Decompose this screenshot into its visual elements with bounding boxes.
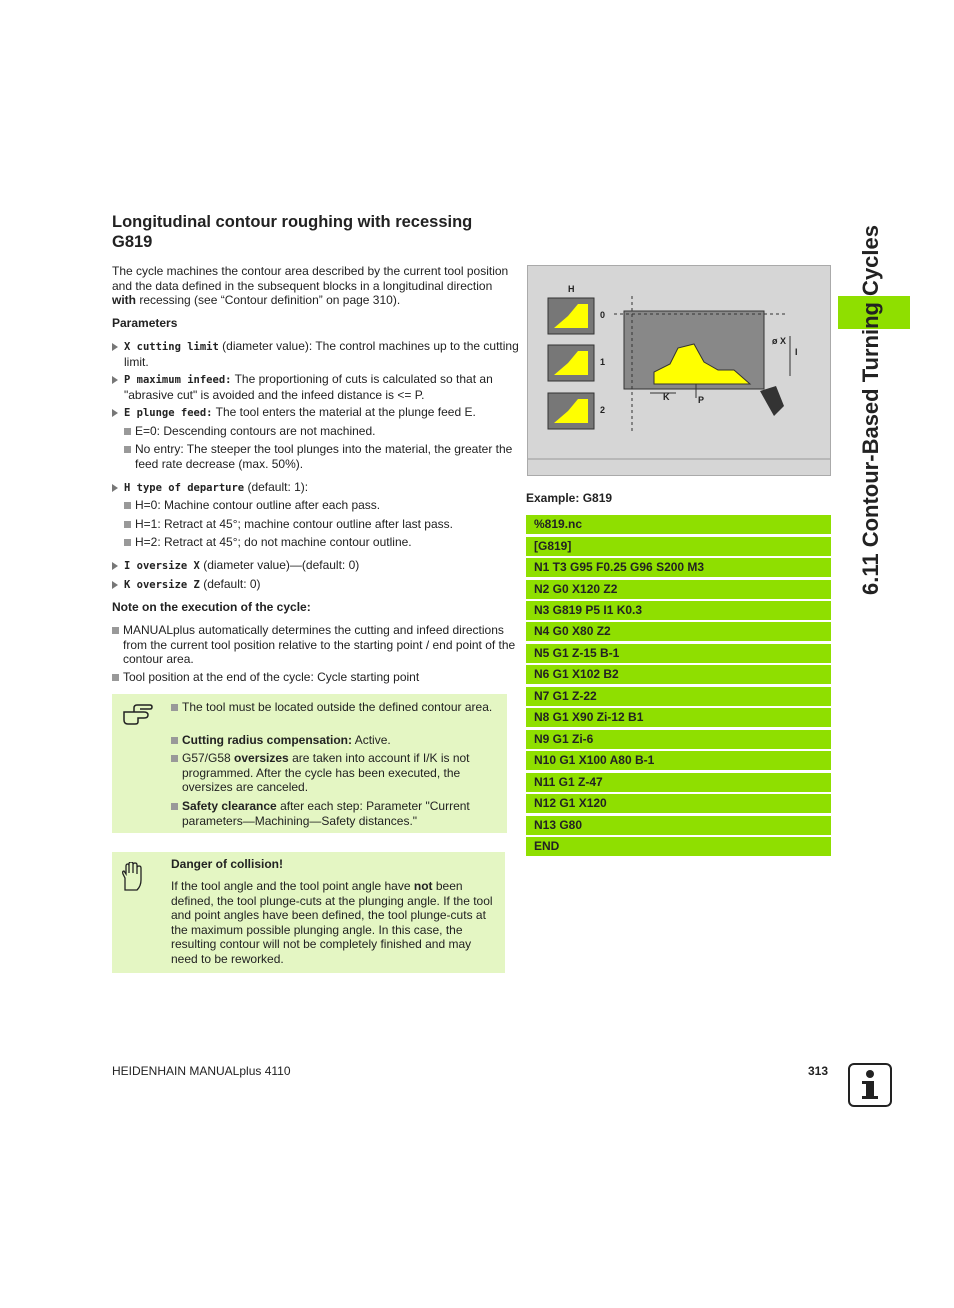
hint-box [112,694,507,833]
bullet-square-icon [171,755,178,762]
param-p: P maximum infeed: The proportioning of cuts is calculated so that an "abrasive cut" is avoided and the infeed distance is <= P. [112,372,524,402]
chapter-title: 6.11 Contour-Based Turning Cycles [858,224,883,595]
code-line: N1 T3 G95 F0.25 G96 S200 M3 [526,558,831,577]
stop-hand-icon [120,862,142,892]
hint-item-0: The tool must be located outside the defined contour area. [171,700,512,715]
code-line: N9 G1 Zi-6 [526,730,831,749]
h-option-1: H=1: Retract at 45°; machine contour outline after last pass. [124,517,525,532]
danger-box [112,852,505,973]
intro-paragraph: The cycle machines the contour area described by the current tool position and the data defined in the subsequent blocks in a longitudinal direction with recessing (see “Contour definition” on page 310). [112,264,509,307]
param-k: K oversize Z (default: 0) [112,577,524,593]
figure-label-k: K [663,392,670,402]
bullet-square-icon [124,521,131,528]
hint-item-2: G57/G58 oversizes are taken into account if I/K is not programmed. After the cycle has been executed, the oversizes are canceled. [171,751,512,795]
bullet-arrow-icon [112,343,118,351]
parameters-label: Parameters [112,316,178,330]
code-line: N6 G1 X102 B2 [526,665,831,684]
e-option-0: E=0: Descending contours are not machined. [124,424,525,439]
bullet-arrow-icon [112,581,118,589]
bullet-square-icon [124,446,131,453]
footer-title: HEIDENHAIN MANUALplus 4110 [112,1064,291,1078]
example-label: Example: G819 [526,491,613,505]
info-icon [848,1063,892,1107]
bullet-square-icon [124,502,131,509]
code-line: [G819] [526,537,831,556]
code-line: N13 G80 [526,816,831,835]
h-option-0: H=0: Machine contour outline after each pass. [124,498,525,513]
code-line: N7 G1 Z-22 [526,687,831,706]
h-option-2: H=2: Retract at 45°; do not machine contour outline. [124,535,525,550]
bullet-square-icon [171,704,178,711]
bullet-arrow-icon [112,409,118,417]
bullet-square-icon [124,539,131,546]
figure-label-x: ø X [772,336,787,346]
code-line: N8 G1 X90 Zi-12 B1 [526,708,831,727]
contour-diagram [528,266,830,475]
figure-label-h: H [568,284,575,294]
param-e: E plunge feed: The tool enters the material at the plunge feed E. [112,405,524,421]
hint-item-3: Safety clearance after each step: Parameter "Current parameters—Machining—Safety distances." [171,799,512,828]
bullet-square-icon [124,428,131,435]
code-line: N4 G0 X80 Z2 [526,622,831,641]
danger-title: Danger of collision! [171,857,284,871]
bullet-arrow-icon [112,376,118,384]
bullet-square-icon [112,627,119,634]
figure-label-i: I [795,347,798,357]
bullet-arrow-icon [112,562,118,570]
bullet-arrow-icon [112,484,118,492]
note-1: Tool position at the end of the cycle: Cycle starting point [112,670,523,685]
code-line: %819.nc [526,515,831,534]
code-line: N5 G1 Z-15 B-1 [526,644,831,663]
code-line: END [526,837,831,856]
bullet-square-icon [171,803,178,810]
param-x: X cutting limit (diameter value): The control machines up to the cutting limit. [112,339,524,369]
code-line: N11 G1 Z-47 [526,773,831,792]
code-line: N10 G1 X100 A80 B-1 [526,751,831,770]
bullet-square-icon [112,674,119,681]
code-line: N12 G1 X120 [526,794,831,813]
note-0: MANUALplus automatically determines the cutting and infeed directions from the current tool position relative to the starting point / end point of the contour area. [112,623,523,667]
code-line: N3 G819 P5 I1 K0.3 [526,601,831,620]
figure-label-p: P [698,395,705,405]
note-heading: Note on the execution of the cycle: [112,600,311,614]
param-h: H type of departure (default: 1): [112,480,524,496]
e-option-1: No entry: The steeper the tool plunges into the material, the greater the feed rate decrease (max. 50%). [124,442,525,471]
bullet-square-icon [171,737,178,744]
param-i: I oversize X (diameter value)—(default: 0) [112,558,524,574]
pointing-hand-icon [122,702,154,726]
figure-label-h2: 2 [600,405,606,415]
danger-text: If the tool angle and the tool point angle have not been defined, the tool plunge-cuts at the plunging angle. If the tool and point angles have been defined, the tool plunge-cuts at the maximum possible plunging angle. In this case, the resulting contour will not be completely finished and may need to be reworked. [171,879,493,966]
figure-label-h1: 1 [600,357,606,367]
hint-item-1: Cutting radius compensation: Active. [171,733,512,748]
figure-label-h0: 0 [600,310,606,320]
section-heading: Longitudinal contour roughing with recessing G819 [112,213,473,251]
cycle-figure [527,265,831,476]
page-number: 313 [808,1064,829,1078]
code-line: N2 G0 X120 Z2 [526,580,831,599]
